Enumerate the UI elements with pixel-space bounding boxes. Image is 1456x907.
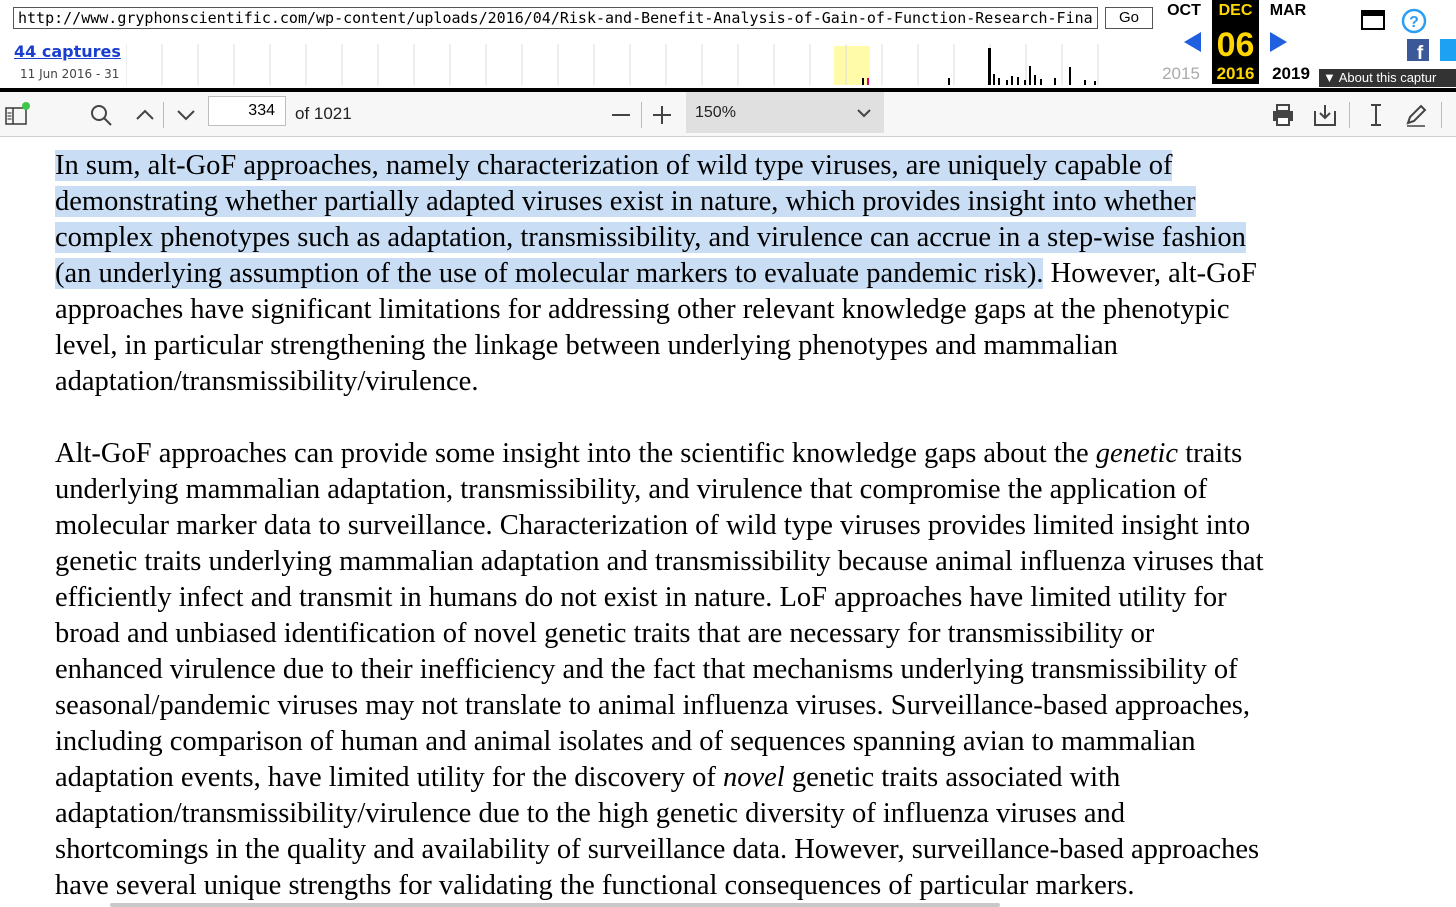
wayback-prev-arrow-icon[interactable] — [1181, 30, 1203, 54]
wayback-help-icon[interactable] — [1401, 8, 1427, 34]
text-line: enhanced virulence due to their inefficiency and the fact that mechanisms underlying transmissibility of — [55, 654, 1238, 685]
zoom-select[interactable] — [686, 92, 884, 133]
text-line: level, in particular strengthening the linkage between underlying phenotypes and mammalian — [55, 330, 1118, 361]
page-number-input[interactable]: 334 — [208, 96, 286, 126]
zoom-in-icon[interactable] — [649, 102, 675, 128]
wayback-toolbar — [0, 0, 1456, 92]
wayback-url-input[interactable]: http://www.gryphonscientific.com/wp-content/uploads/2016/04/Risk-and-Benefit-Analysis-of-Gain-of-Function-Research-Fina — [13, 7, 1098, 29]
pdf-page-content — [0, 137, 1456, 907]
text-line: approaches have significant limitations for addressing other relevant knowledge gaps at the phenotypic — [55, 294, 1230, 325]
selected-text[interactable]: complex phenotypes such as adaptation, transmissibility, and virulence can accrue in a step-wise fashion — [55, 222, 1246, 253]
wayback-month-next[interactable]: MAR — [1269, 2, 1307, 19]
body-text: traits — [1178, 438, 1243, 469]
wayback-year-next[interactable]: 2019 — [1272, 64, 1310, 83]
text-line — [55, 148, 1395, 184]
selected-text[interactable]: demonstrating whether partially adapted viruses exist in nature, which provides insight into whether — [55, 186, 1196, 217]
text-line — [55, 220, 1395, 256]
text-line: including comparison of human and animal isolates and of sequences spanning avian to mammalian — [55, 726, 1196, 757]
previous-page-icon[interactable] — [132, 102, 158, 128]
text-line: broad and unbiased identification of novel genetic traits that are necessary for transmissibility or — [55, 618, 1155, 649]
zoom-value: 150% — [695, 104, 736, 121]
facebook-icon[interactable] — [1407, 39, 1429, 61]
page-total-label: of 1021 — [295, 104, 352, 123]
svg-text:?: ? — [1409, 14, 1419, 31]
selected-text[interactable]: (an underlying assumption of the use of molecular markers to evaluate pandemic risk). — [55, 258, 1044, 289]
text-line: seasonal/pandemic viruses may not translate to animal influenza viruses. Surveillance-based approaches, — [55, 690, 1251, 721]
print-icon[interactable] — [1270, 102, 1296, 128]
chevron-down-icon — [856, 106, 872, 120]
wayback-go-button[interactable]: Go — [1105, 7, 1153, 29]
text-line: adaptation/transmissibility/virulence due to the high genetic diversity of influenza viruses and — [55, 798, 1126, 829]
text-line — [55, 436, 1395, 472]
selected-text[interactable]: In sum, alt-GoF approaches, namely characterization of wild type viruses, are uniquely capable of — [55, 150, 1173, 181]
search-icon[interactable] — [88, 102, 114, 128]
text-line: genetic traits underlying mammalian adaptation and transmissibility because animal influenza viruses that — [55, 546, 1264, 577]
zoom-out-icon[interactable] — [608, 102, 634, 128]
body-text: However, alt-GoF — [1043, 258, 1257, 289]
text-select-icon[interactable] — [1363, 102, 1389, 128]
wayback-year-current: 2016 — [1216, 64, 1255, 83]
text-line — [55, 256, 1395, 292]
paragraph — [55, 436, 1395, 904]
annotate-pen-icon[interactable] — [1403, 102, 1429, 128]
next-page-icon[interactable] — [173, 102, 199, 128]
wayback-next-arrow-icon[interactable] — [1268, 30, 1290, 54]
wayback-month-current: DEC — [1218, 2, 1253, 19]
text-line: have several unique strengths for validating the functional consequences of particular markers. — [55, 870, 1135, 901]
wayback-year-prev[interactable]: 2015 — [1162, 64, 1200, 83]
wayback-date-range: 11 Jun 2016 - 31 — [20, 67, 120, 81]
text-line: adaptation/transmissibility/virulence. — [55, 366, 479, 397]
toolbar-divider — [1441, 102, 1442, 128]
text-line: efficiently infect and transmit in humans do not exist in nature. LoF approaches have limited utility for — [55, 582, 1227, 613]
wayback-about-capture-button[interactable]: ▼ About this captur — [1319, 69, 1456, 87]
download-icon[interactable] — [1312, 102, 1338, 128]
toolbar-divider — [641, 102, 642, 128]
toolbar-divider — [1349, 102, 1350, 128]
wayback-capture-sparkline[interactable] — [126, 44, 1126, 85]
wayback-calendar-icon[interactable] — [1361, 9, 1385, 31]
paragraph — [55, 148, 1395, 400]
emphasis-text: genetic — [1095, 438, 1179, 469]
text-line: molecular marker data to surveillance. Characterization of wild type viruses provides limited insight into — [55, 510, 1251, 541]
text-line: underlying mammalian adaptation, transmissibility, and virulence that compromise the application of — [55, 474, 1208, 505]
text-line — [55, 760, 1395, 796]
pdf-toolbar — [0, 92, 1456, 137]
twitter-icon[interactable] — [1440, 39, 1456, 61]
body-text: genetic traits associated with — [784, 762, 1121, 793]
wayback-captures-link[interactable]: 44 captures — [14, 42, 121, 61]
wayback-month-prev[interactable]: OCT — [1167, 2, 1201, 19]
text-line: shortcomings in the quality and availability of surveillance data. However, surveillance-based approaches — [55, 834, 1260, 865]
body-text: Alt-GoF approaches can provide some insight into the scientific knowledge gaps about the — [55, 438, 1096, 469]
toolbar-divider — [163, 102, 164, 128]
wayback-day-current: 06 — [1216, 26, 1255, 64]
body-text: adaptation events, have limited utility for the discovery of — [55, 762, 723, 793]
svg-text:f: f — [1416, 43, 1424, 61]
text-line — [55, 184, 1395, 220]
horizontal-scrollbar[interactable] — [110, 903, 1000, 907]
emphasis-text: novel — [722, 762, 785, 793]
sidebar-toggle-icon[interactable] — [4, 102, 30, 128]
